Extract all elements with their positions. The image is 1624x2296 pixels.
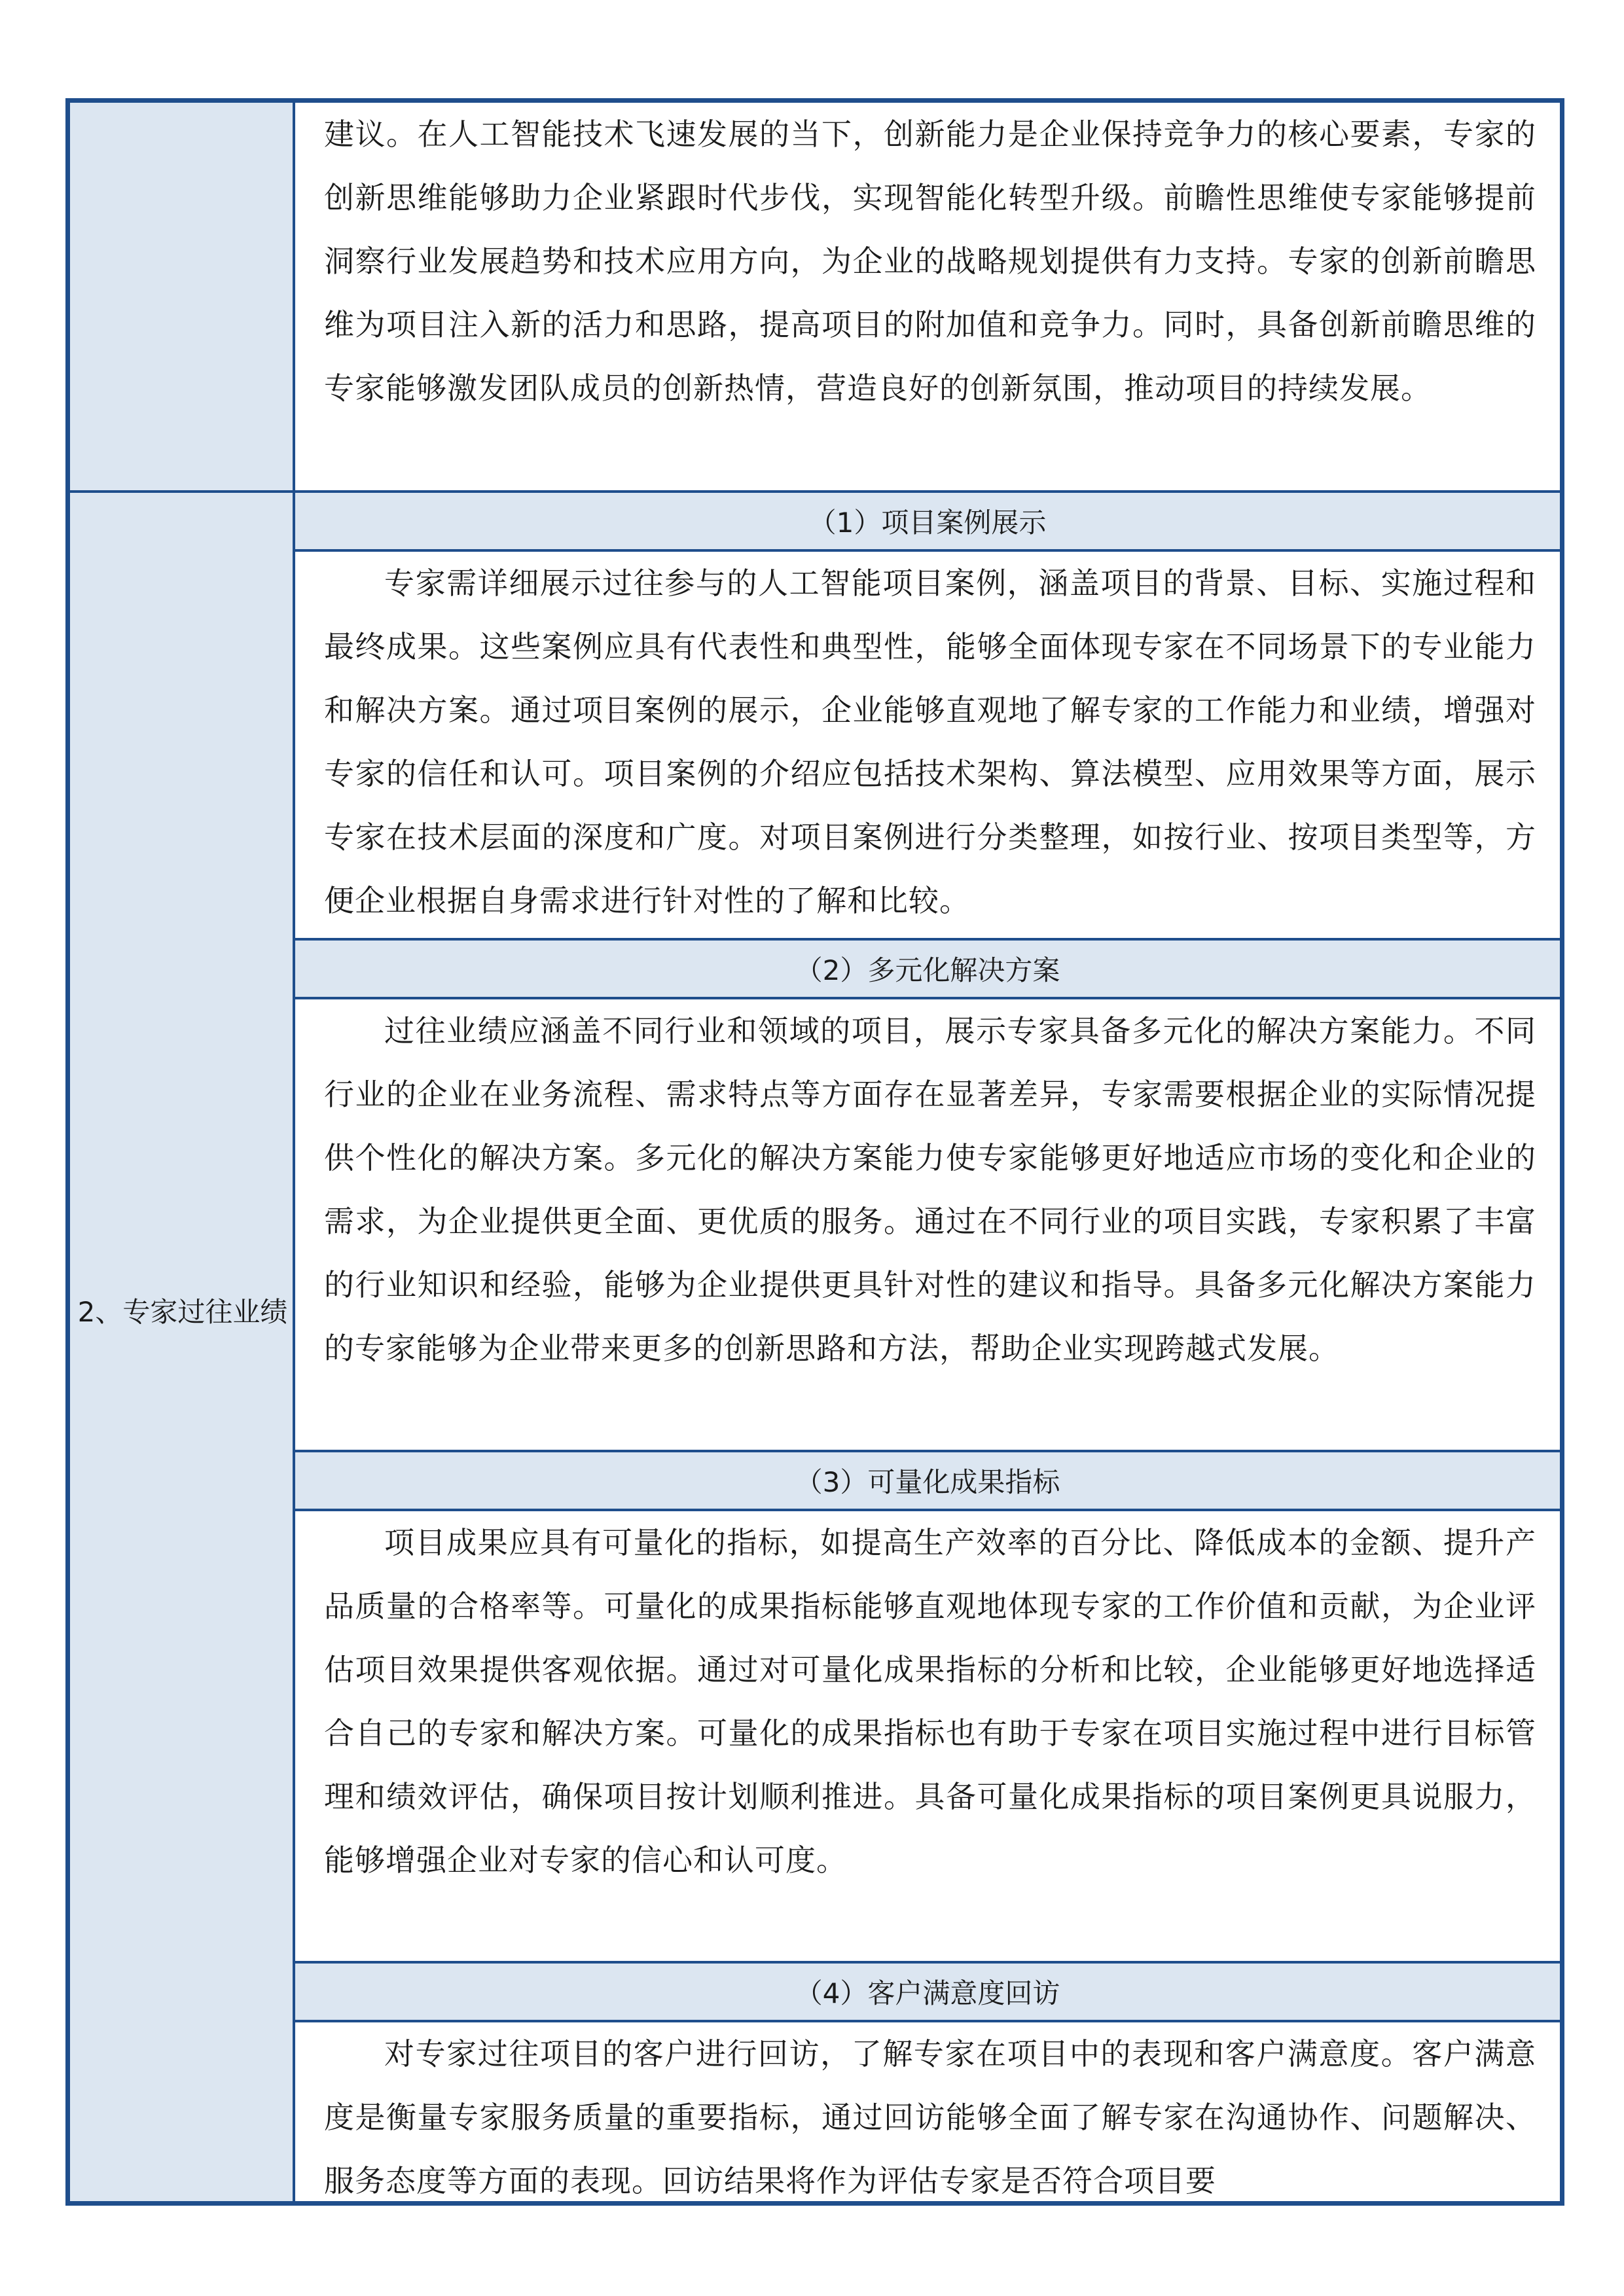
section-body-2: 过往业绩应涵盖不同行业和领域的项目，展示专家具备多元化的解决方案能力。不同行业的企业在业务流程、需求特点等方面存在显著差异，专家需要根据企业的实际情况提供个性化的解决方案。多元化的解决方案能力使专家能够更好地适应市场的变化和企业的需求，为企业提供更全面、更优质的服务。通过在不同行业的项目实践，专家积累了丰富的行业知识和经验，能够为企业提供更具针对性的建议和指导。具备多元化解决方案能力的专家能够为企业带来更多的创新思路和方法，帮助企业实现跨越式发展。 — [324, 1013, 1536, 1366]
section-header-4: （4）客户满意度回访 — [295, 1964, 1560, 2020]
content-table — [65, 98, 1564, 2206]
section-header-3: （3）可量化成果指标 — [295, 1452, 1560, 1509]
section-header-2: （2）多元化解决方案 — [295, 941, 1560, 997]
intro-paragraph: 建议。在人工智能技术飞速发展的当下，创新能力是企业保持竞争力的核心要素，专家的创新思维能够助力企业紧跟时代步伐，实现智能化转型升级。前瞻性思维使专家能够提前洞察行业发展趋势和技术应用方向，为企业的战略规划提供有力支持。专家的创新前瞻思维为项目注入新的活力和思路，提高项目的附加值和竞争力。同时，具备创新前瞻思维的专家能够激发团队成员的创新热情，营造良好的创新氛围，推动项目的持续发展。 — [324, 117, 1536, 406]
section-body-3: 项目成果应具有可量化的指标，如提高生产效率的百分比、降低成本的金额、提升产品质量的合格率等。可量化的成果指标能够直观地体现专家的工作价值和贡献，为企业评估项目效果提供客观依据。通过对可量化成果指标的分析和比较，企业能够更好地选择适合自己的专家和解决方案。可量化的成果指标也有助于专家在项目实施过程中进行目标管理和绩效评估，确保项目按计划顺利推进。具备可量化成果指标的项目案例更具说服力，能够增强企业对专家的信心和认可度。 — [324, 1525, 1536, 1878]
row-label: 2、专家过往业绩 — [77, 1296, 288, 1328]
row-label-column — [70, 103, 295, 2201]
section-body-4: 对专家过往项目的客户进行回访，了解专家在项目中的表现和客户满意度。客户满意度是衡量专家服务质量的重要指标，通过回访能够全面了解专家在沟通协作、问题解决、服务态度等方面的表现。回访结果将作为评估专家是否符合项目要 — [324, 2036, 1536, 2198]
section-body-1: 专家需详细展示过往参与的人工智能项目案例，涵盖项目的背景、目标、实施过程和最终成果。这些案例应具有代表性和典型性，能够全面体现专家在不同场景下的专业能力和解决方案。通过项目案例的展示，企业能够直观地了解专家的工作能力和业绩，增强对专家的信任和认可。项目案例的介绍应包括技术架构、算法模型、应用效果等方面，展示专家在技术层面的深度和广度。对项目案例进行分类整理，如按行业、按项目类型等，方便企业根据自身需求进行针对性的了解和比较。 — [324, 565, 1536, 918]
section-header-1: （1）项目案例展示 — [295, 493, 1560, 549]
